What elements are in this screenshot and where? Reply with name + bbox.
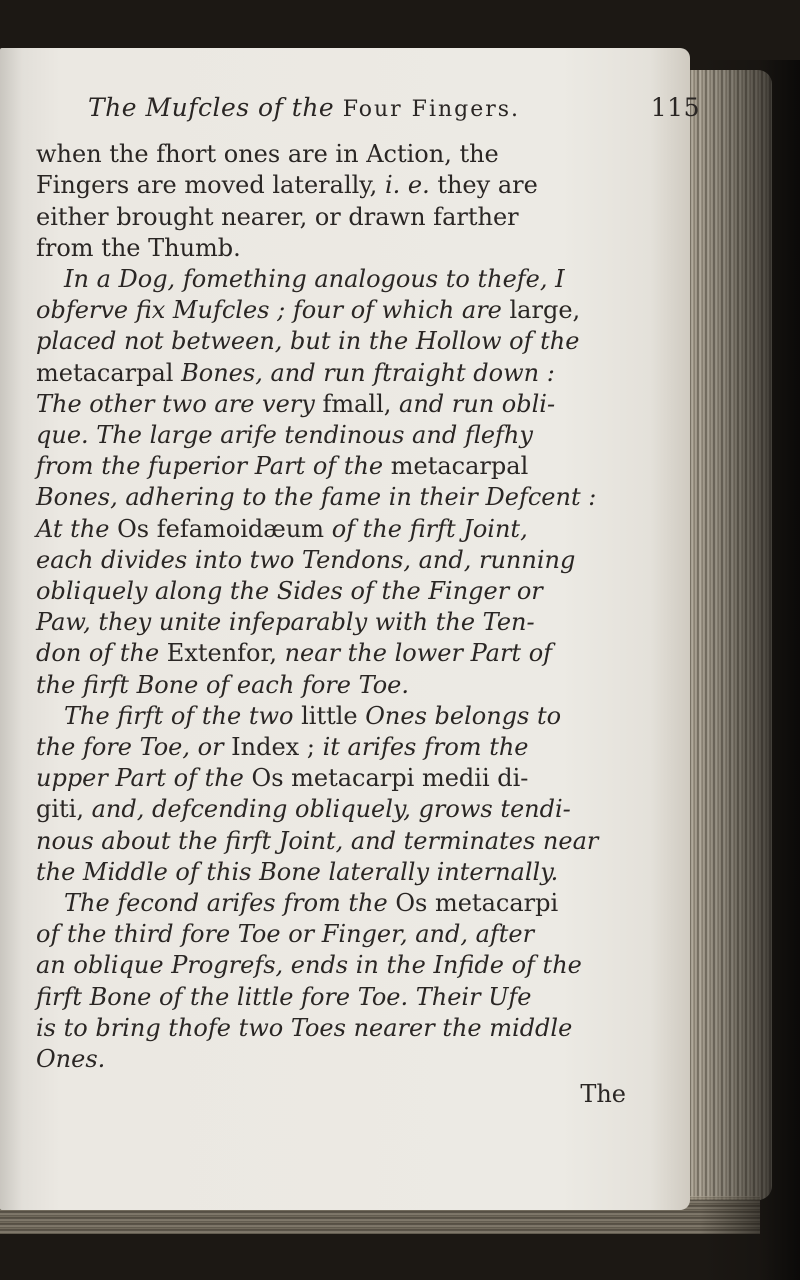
text-run-italic: each divides into two Tendons, and, running — [36, 545, 576, 574]
text-run-italic: Bones, adhering to the fame in their Defcent : — [36, 483, 597, 512]
text-run-italic: The fecond arifes from the — [64, 889, 388, 918]
text-run: they are — [429, 171, 538, 200]
text-run: fmall, — [314, 389, 400, 418]
text-run-italic: Ones. — [36, 1045, 106, 1074]
text-line — [36, 794, 636, 825]
text-line — [36, 202, 636, 233]
running-head-title-caps: Four Fingers. — [342, 97, 521, 122]
text-line — [36, 389, 636, 420]
text-line — [36, 326, 636, 357]
text-line — [36, 514, 636, 545]
text-line — [36, 170, 636, 201]
running-head-title — [88, 92, 520, 125]
text-line — [36, 264, 636, 295]
text-run-italic: is to bring thofe two Toes nearer the middle — [36, 1013, 573, 1042]
text-run: giti, — [36, 795, 92, 824]
text-line — [36, 982, 636, 1013]
text-line — [36, 670, 636, 701]
text-run: Fingers are moved laterally, — [36, 171, 385, 200]
text-line — [36, 451, 636, 482]
running-head — [88, 92, 700, 125]
text-run-italic: don of the — [36, 639, 160, 668]
body-text — [36, 139, 636, 1075]
text-run-italic: Paw, they unite infeparably with the Ten- — [36, 608, 535, 637]
text-run-italic: an oblique Progrefs, ends in the Infide of the — [36, 951, 582, 980]
text-line — [36, 763, 636, 794]
text-line — [36, 638, 636, 669]
text-line — [36, 919, 636, 950]
text-line — [36, 950, 636, 981]
text-run-italic: the fore Toe, or — [36, 733, 224, 762]
binding-shadow — [700, 60, 800, 1280]
text-line — [36, 1013, 636, 1044]
text-run-italic: placed not between, but in the Hollow of the — [36, 327, 580, 356]
text-run-italic: from the fuperior Part of the — [36, 452, 384, 481]
text-run: Os fefamoidæum — [109, 514, 332, 543]
text-run-italic: the firft Bone of each fore Toe. — [36, 670, 410, 699]
page-number: 115 — [650, 93, 700, 122]
text-run-italic: of the third fore Toe or Finger, and, after — [36, 920, 535, 949]
text-run: large, — [501, 296, 581, 325]
text-run-italic: and run obli- — [399, 389, 556, 418]
text-line — [36, 888, 636, 919]
text-run-italic: obliquely along the Sides of the Finger or — [36, 577, 543, 606]
text-line — [36, 701, 636, 732]
text-line — [36, 295, 636, 326]
text-run-italic: of the firft Joint, — [331, 514, 528, 543]
text-run-italic: near the lower Part of — [284, 639, 553, 668]
text-run-italic: firft Bone of the little fore Toe. Their Ufe — [36, 982, 532, 1011]
text-run-italic: i. e. — [384, 171, 430, 200]
text-run: when the fhort ones are in Action, the — [36, 140, 499, 169]
text-line — [36, 139, 636, 170]
catchword: The — [580, 1080, 626, 1109]
text-run-italic: nous about the firft Joint, and terminates near — [36, 826, 599, 855]
text-run: little — [293, 701, 366, 730]
text-run: Extenfor, — [159, 639, 285, 668]
text-run-italic: it arifes from the — [322, 733, 529, 762]
text-line — [36, 358, 636, 389]
text-line — [36, 826, 636, 857]
text-run-italic: The firft of the two — [64, 701, 294, 730]
text-run-italic: the Middle of this Bone laterally internally. — [36, 857, 559, 886]
text-run-italic: obferve fix Mufcles ; four of which are — [36, 296, 502, 325]
text-run: from the Thumb. — [36, 233, 241, 262]
text-run-italic: and, defcending obliquely, grows tendi- — [91, 795, 571, 824]
text-run-italic: que. The large arife tendinous and flefhy — [36, 421, 533, 450]
text-run-italic: In a Dog, fomething analogous to thefe, I — [64, 265, 565, 294]
text-run: metacarpal — [383, 452, 529, 481]
text-run-italic: At the — [36, 514, 110, 543]
text-run-italic: Ones belongs to — [365, 701, 562, 730]
text-run-italic: upper Part of the — [36, 764, 244, 793]
text-line — [36, 857, 636, 888]
text-run: metacarpal — [36, 358, 182, 387]
text-run: Os metacarpi — [387, 889, 559, 918]
text-run: Index ; — [223, 733, 323, 762]
text-run: Os metacarpi medii di- — [243, 764, 529, 793]
running-head-title-italic: The Mufcles of the — [88, 93, 335, 122]
text-line — [36, 482, 636, 513]
text-line — [36, 607, 636, 638]
page-text — [36, 92, 700, 1111]
text-line — [36, 1044, 636, 1075]
text-line — [36, 233, 636, 264]
text-line — [36, 732, 636, 763]
text-line — [36, 576, 636, 607]
text-run-italic: The other two are very — [36, 389, 315, 418]
text-run: either brought nearer, or drawn farther — [36, 202, 519, 231]
text-line — [36, 420, 636, 451]
text-run-italic: Bones, and run ftraight down : — [181, 358, 555, 387]
text-line — [36, 545, 636, 576]
